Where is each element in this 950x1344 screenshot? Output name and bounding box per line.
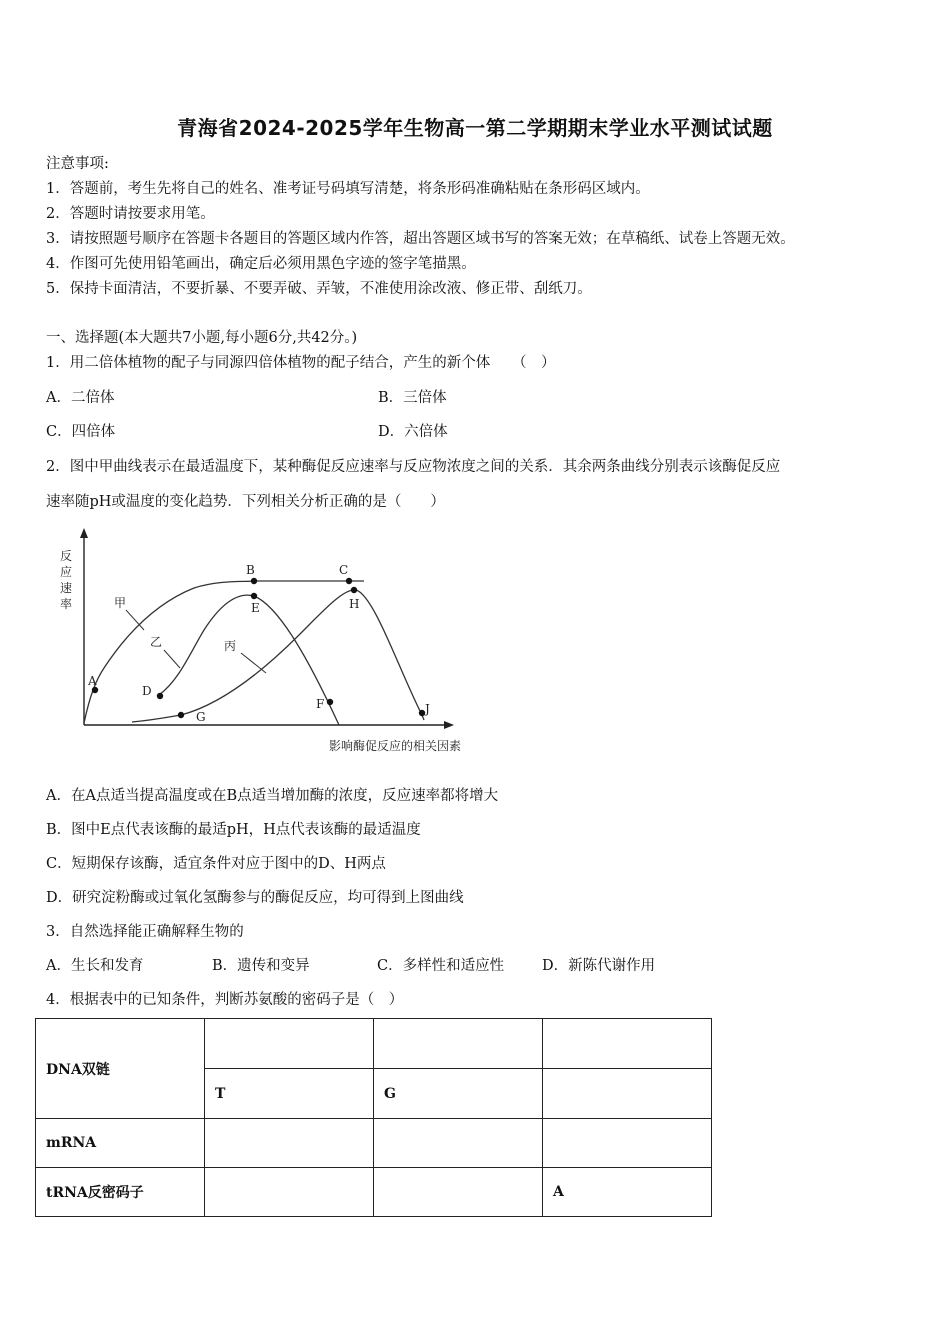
- table-cell: [205, 1119, 374, 1168]
- point-label: D: [142, 684, 152, 698]
- notice-item: 2．答题时请按要求用笔。: [46, 206, 215, 222]
- y-label-char: 率: [60, 597, 73, 611]
- q3-option-d: D．新陈代谢作用: [542, 958, 656, 974]
- table-cell: [374, 1019, 543, 1069]
- table-cell: [205, 1168, 374, 1217]
- point-label: E: [251, 601, 260, 615]
- q2-stem-line2: 速率随pH或温度的变化趋势．下列相关分析正确的是（ ）: [46, 494, 445, 510]
- table-cell-label: mRNA: [36, 1119, 205, 1168]
- point-label: A: [88, 674, 97, 688]
- q4-stem: 4．根据表中的已知条件，判断苏氨酸的密码子是（ ）: [46, 992, 404, 1008]
- notice-item: 5．保持卡面清洁，不要折暴、不要弄破、弄皱，不准使用涂改液、修正带、刮纸刀。: [46, 281, 592, 297]
- q1-stem: 1．用二倍体植物的配子与同源四倍体植物的配子结合，产生的新个体 （ ）: [46, 355, 556, 371]
- q3-option-b: B．遗传和变异: [212, 958, 310, 974]
- table-cell: [543, 1019, 712, 1069]
- point-e: [251, 593, 257, 599]
- y-label-char: 反: [60, 549, 73, 563]
- q3-option-a: A．生长和发育: [46, 958, 144, 974]
- table-cell-label: tRNA反密码子: [36, 1168, 205, 1217]
- point-h: [351, 587, 357, 593]
- q1-option-c: C．四倍体: [46, 424, 116, 440]
- codon-table: [35, 1018, 712, 1217]
- point-label: J: [425, 702, 430, 716]
- y-label-char: 应: [60, 565, 73, 579]
- point-label: H: [349, 597, 360, 611]
- yi-pointer: [164, 650, 180, 668]
- table-cell-label: DNA双链: [36, 1019, 205, 1119]
- jia-pointer: [126, 610, 144, 630]
- q3-option-c: C．多样性和适应性: [377, 958, 505, 974]
- q3-stem: 3．自然选择能正确解释生物的: [46, 924, 244, 940]
- y-axis-arrow: [80, 528, 88, 538]
- q1-option-b: B．三倍体: [378, 390, 447, 406]
- page-title: 青海省2024-2025学年生物高一第二学期期末学业水平测试试题: [177, 116, 773, 140]
- bing-pointer: [241, 653, 266, 673]
- table-cell: A: [543, 1168, 712, 1217]
- table-cell: [205, 1019, 374, 1069]
- point-d: [157, 693, 163, 699]
- table-cell: T: [205, 1069, 374, 1119]
- curve-label-yi: 乙: [150, 635, 163, 649]
- y-label-char: 速: [60, 581, 73, 595]
- x-axis-arrow: [444, 721, 454, 729]
- q2-option-c: C．短期保存该酶，适宜条件对应于图中的D、H两点: [46, 856, 386, 872]
- point-label: C: [339, 563, 349, 577]
- curve-label-jia: 甲: [114, 596, 127, 610]
- notice-item: 1．答题前，考生先将自己的姓名、准考证号码填写清楚，将条形码准确粘贴在条形码区域内。: [46, 181, 650, 197]
- q2-option-b: B．图中E点代表该酶的最适pH，H点代表该酶的最适温度: [46, 822, 421, 838]
- point-label: B: [246, 563, 255, 577]
- table-row: [36, 1168, 712, 1217]
- notice-item: 4．作图可先使用铅笔画出，确定后必须用黑色字迹的签字笔描黑。: [46, 256, 476, 272]
- table-row: [36, 1019, 712, 1069]
- curve-label-bing: 丙: [224, 639, 237, 653]
- notice-item: 3．请按照题号顺序在答题卡各题目的答题区域内作答，超出答题区域书写的答案无效；在草稿纸、试卷上答题无效。: [46, 231, 795, 247]
- q2-option-a: A．在A点适当提高温度或在B点适当增加酶的浓度，反应速率都将增大: [46, 788, 499, 804]
- notice-heading: 注意事项:: [46, 156, 109, 172]
- table-cell: [374, 1119, 543, 1168]
- point-label: F: [316, 697, 325, 711]
- x-axis-label: 影响酶促反应的相关因素: [329, 739, 462, 753]
- curve-bing: [132, 590, 424, 722]
- q2-stem-line1: 2．图中甲曲线表示在最适温度下，某种酶促反应速率与反应物浓度之间的关系．其余两条曲线分别表示该酶促反应: [46, 459, 781, 475]
- point-c: [346, 578, 352, 584]
- point-b: [251, 578, 257, 584]
- table-cell: [374, 1168, 543, 1217]
- enzyme-rate-graph: [44, 520, 514, 765]
- q1-option-a: A．二倍体: [46, 390, 115, 406]
- point-g: [178, 712, 184, 718]
- table-cell: [543, 1069, 712, 1119]
- table-cell: G: [374, 1069, 543, 1119]
- section-heading: 一、选择题(本大题共7小题,每小题6分,共42分。): [46, 330, 358, 346]
- table-row: [36, 1119, 712, 1168]
- q1-option-d: D．六倍体: [378, 424, 448, 440]
- point-label: G: [196, 710, 206, 724]
- curve-yi: [159, 595, 339, 725]
- q2-option-d: D．研究淀粉酶或过氧化氢酶参与的酶促反应，均可得到上图曲线: [46, 890, 464, 906]
- table-cell: [543, 1119, 712, 1168]
- point-f: [327, 699, 333, 705]
